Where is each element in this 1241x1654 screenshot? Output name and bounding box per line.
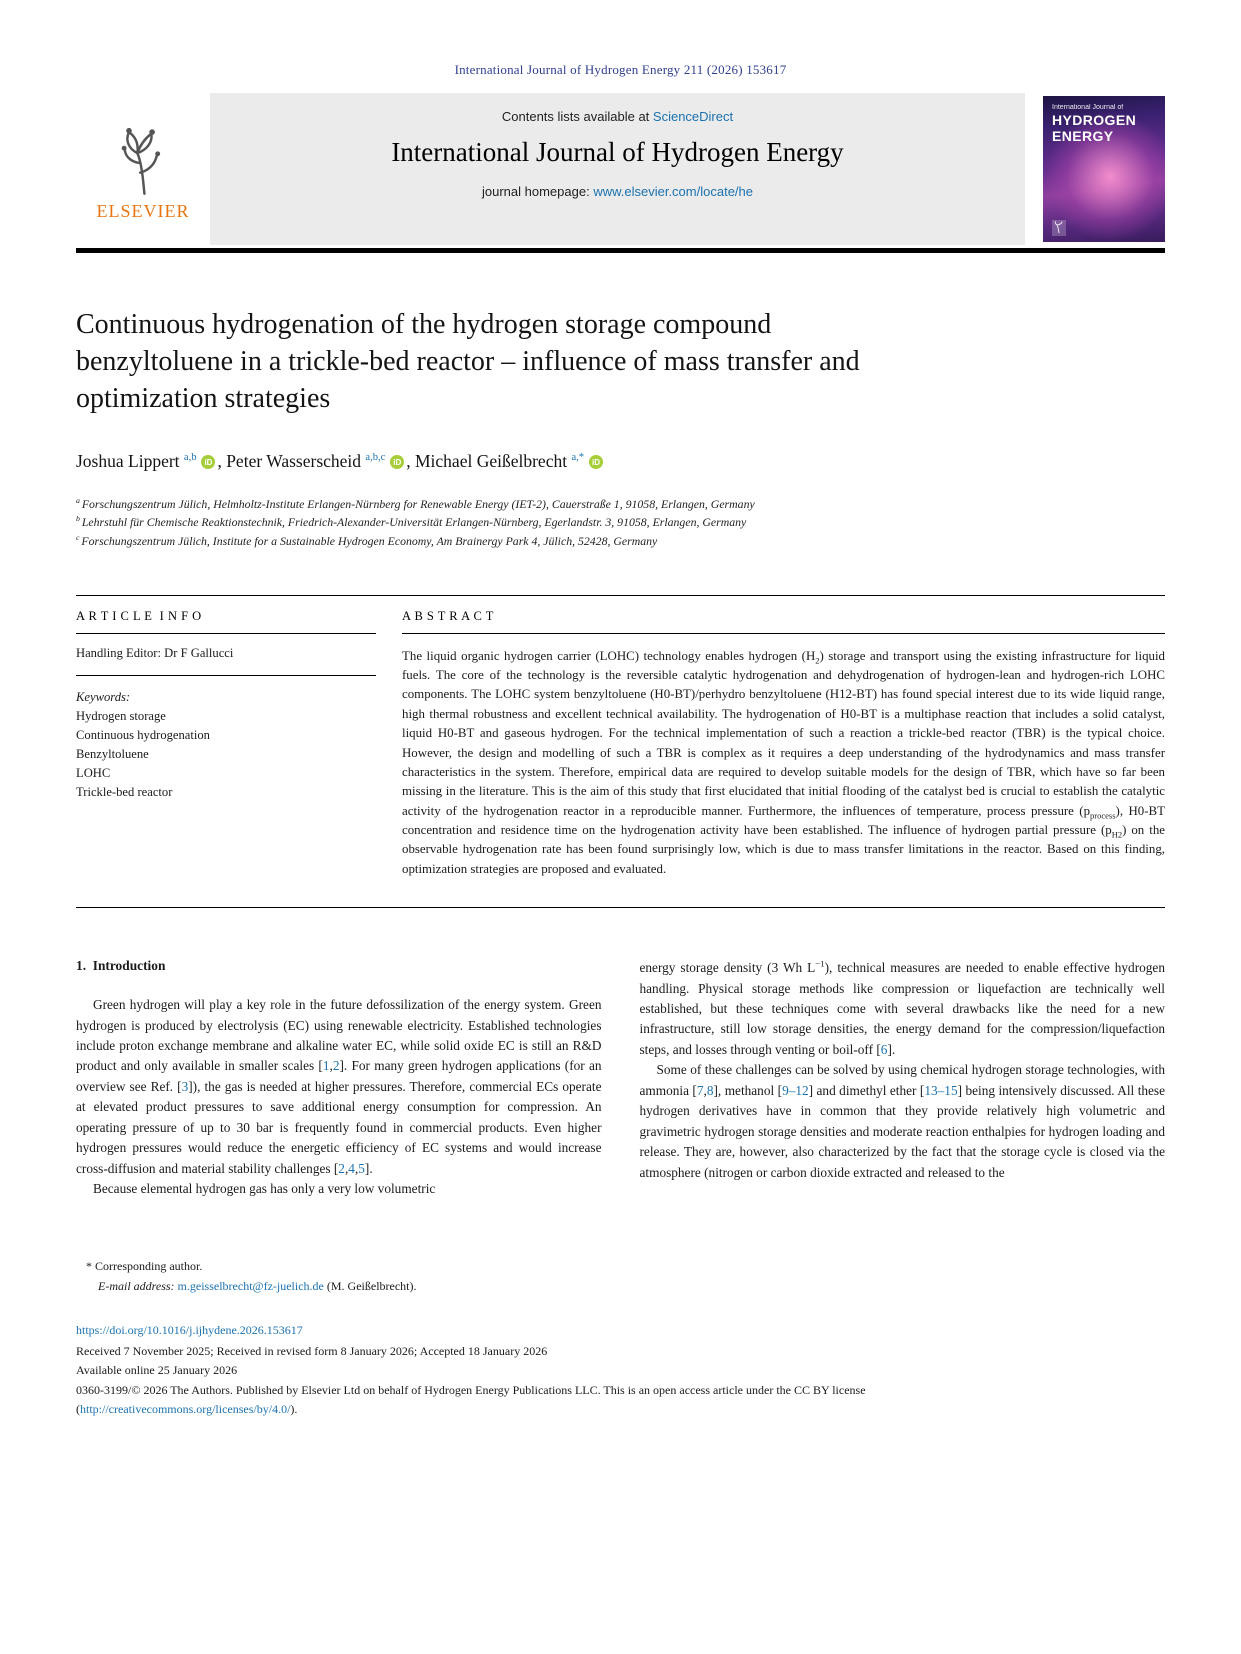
banner-center	[210, 93, 1025, 245]
intro-left-column	[76, 958, 602, 1200]
publication-info	[76, 1321, 1165, 1420]
affiliation: $^c$ Forschungszentrum Jülich, Institute for a Sustainable Hydrogen Economy, Am Brainergy Park 4, Jülich, 52428, Germany	[76, 533, 658, 549]
paragraph: Because elemental hydrogen gas has only a very low volumetric	[93, 1181, 436, 1197]
author-name: , Michael Geißelbrecht $^{a,*}$	[406, 450, 584, 471]
title-line: Continuous hydrogenation of the hydrogen storage compound	[76, 309, 772, 340]
inline-link[interactable]: a,b	[183, 452, 197, 464]
paragraph: Some of these challenges can be solved by using chemical hydrogen storage technologies, with ammonia [7,8], methanol [9–12] and dimethyl ether [13–15] being intensively discussed. All these hydrogen derivatives have in common that they provide relatively high volumetric and gravimetric hydrogen storage densities and moderate reaction enthalpies for hydrogen loading and release. They are, however, also characterized by the fact that the storage cycle is closed via the atmosphere (nitrogen or carbon dioxide extracted and released to the	[639, 1062, 1166, 1180]
journal-cover	[1043, 96, 1165, 242]
inline-link[interactable]: m.geisselbrecht@fz-juelich.de	[177, 1279, 324, 1294]
inline-link[interactable]: a,b,c	[365, 452, 386, 464]
abstract-text: The liquid organic hydrogen carrier (LOHC) technology enables hydrogen $(H_2)$ storage and transport using the existing infrastructure for liquid fuels. The core of the technology is the reversible catalytic hydrogenation and dehydrogenation of hydrogen-lean and hydrogen-rich LOHC components. The LOHC system benzyltoluene (H0-BT)/perhydro benzyltoluene (H12-BT) has found special interest due to its wide liquid range, high thermal robustness and excellent technical availability. The hydrogenation of H0-BT is a multiphase reaction that includes a solid catalyst, liquid H0-BT and gaseous hydrogen. For the technical implementation of such a reaction a trickle-bed reactor (TBR) is the typical choice. However, the design and modelling of such a TBR is complex as it requires a deep understanding of the hydrodynamics and mass transfer characteristics in the system. Therefore, empirical data are required to develop suitable models for the design of TBR, which have so far been missing in the literature. This is the aim of this study that first elucidated that initial flooding of the catalyst bed is crucial to establish the catalytic activity of the hydrogenation reactor in a reproducible manner. Furthermore, the influences of temperature, process pressure $(p_{process})$, H0-BT concentration and residence time on the hydrogenation activity have been established. The influence of hydrogen partial pressure $(p_{H2})$ on the observable hydrogenation rate has been found surprisingly low, which is due to mass transfer limitations in the reactor. Based on this finding, optimization strategies are proposed and evaluated.	[402, 648, 1165, 876]
journal-citation: International Journal of Hydrogen Energy 211 (2026) 153617	[454, 62, 787, 77]
elsevier-tree-icon	[108, 117, 178, 199]
inline-link[interactable]: ScienceDirect	[652, 109, 734, 124]
keyword: Continuous hydrogenation	[76, 728, 210, 743]
paragraph: Green hydrogen will play a key role in the future defossilization of the energy system. Green hydrogen is produced by electrolysis (EC) using renewable electricity. Established technologies include proton exchange membrane and alkaline water EC, while solid oxide EC is still an R&D product and only available in smaller scales [1,2]. For many green hydrogen applications (for an overview see Ref. [3]), the gas is needed at higher pressures. Therefore, commercial ECs operate at elevated product pressures to save additional energy consumption for compression. An operating pressure of up to 30 bar is frequently found in commercial products. Even higher hydrogen pressures would reduce the energetic efficiency of EC systems and would increase cross-diffusion and material stability challenges [2,4,5].	[76, 997, 602, 1176]
affiliation: $^a$ Forschungszentrum Jülich, Helmholtz-Institute Erlangen-Nürnberg for Renewable Energy (IET-2), Cauerstraße 1, 91058, Erlangen, Germany	[76, 495, 755, 511]
license-line: (http://creativecommons.org/licenses/by/4.0/).	[76, 1402, 298, 1417]
keyword: Benzyltoluene	[76, 747, 149, 762]
author-name: , Peter Wasserscheid $^{a,b,c}$	[217, 450, 386, 471]
journal-title: International Journal of Hydrogen Energy	[391, 137, 844, 167]
keywords-block	[76, 676, 376, 803]
corresponding-author-note: * Corresponding author.	[86, 1258, 203, 1273]
masthead	[76, 93, 1165, 245]
doi-link[interactable]: https://doi.org/10.1016/j.ijhydene.2026.153617	[76, 1322, 303, 1337]
email-line: E-mail address: m.geisselbrecht@fz-juelich.de (M. Geißelbrecht).	[98, 1279, 417, 1294]
keywords-label: Keywords:	[76, 689, 131, 704]
masthead-rule	[76, 248, 1165, 253]
inline-link[interactable]: a,*	[571, 452, 584, 464]
inline-link[interactable]: http://creativecommons.org/licenses/by/4.0/	[80, 1402, 291, 1417]
keyword: Hydrogen storage	[76, 708, 166, 723]
inline-link[interactable]: 13–15	[924, 1082, 958, 1098]
author-list	[76, 451, 1165, 472]
inline-link[interactable]: 2	[338, 1160, 345, 1176]
author-name: Joshua Lippert $^{a,b}$	[76, 450, 197, 471]
available-online: Available online 25 January 2026	[76, 1363, 238, 1378]
inline-link[interactable]: 1	[322, 1058, 330, 1074]
inline-link[interactable]: 2	[332, 1058, 340, 1074]
inline-link[interactable]: 8	[706, 1082, 714, 1098]
affiliation: $^b$ Lehrstuhl für Chemische Reaktionstechnik, Friedrich-Alexander-Universität Erlangen-Nürnberg, Egerlandstr. 3, 91058, Erlangen, Germany	[76, 514, 747, 530]
affiliations	[76, 495, 1165, 551]
elsevier-logo	[76, 93, 210, 245]
article-info-column	[76, 609, 376, 879]
inline-link[interactable]: 7	[696, 1082, 704, 1098]
article-info-abstract-section	[76, 595, 1165, 908]
homepage-line: journal homepage: www.elsevier.com/locate/he	[482, 184, 753, 199]
introduction-section	[76, 958, 1165, 1200]
paragraph: energy storage density (3 Wh $L^{-1}$), technical measures are needed to enable effective hydrogen handling. Physical storage methods like compression or liquefaction are technically well established, but these techniques come with several drawbacks like the need for a new infrastructure, still low storage densities, the energy demand for the compression/liquefaction steps, and losses through venting or boil-off [6].	[639, 958, 1165, 1057]
inline-link[interactable]: 6	[880, 1041, 888, 1057]
journal-banner	[76, 93, 1025, 245]
cover-kicker: International Journal of	[1052, 104, 1124, 111]
inline-link[interactable]: 3	[181, 1078, 189, 1094]
abstract-column	[402, 609, 1165, 879]
orcid-icon[interactable]: iD	[390, 455, 404, 469]
keyword: LOHC	[76, 766, 111, 781]
title-line: optimization strategies	[76, 382, 331, 414]
inline-link[interactable]: 9–12	[782, 1082, 809, 1098]
handling-editor: Handling Editor: Dr F Gallucci	[76, 634, 376, 676]
cover-title-line: HYDROGEN	[1052, 112, 1137, 128]
section-heading: 1. Introduction	[76, 958, 166, 974]
footnotes	[76, 1256, 1165, 1297]
elsevier-wordmark: ELSEVIER	[96, 200, 190, 221]
inline-link[interactable]: 5	[358, 1160, 365, 1176]
abstract-heading: A B S T R A C T	[402, 609, 1165, 634]
cover-title-line: ENERGY	[1052, 127, 1114, 144]
orcid-icon[interactable]: iD	[589, 455, 603, 469]
inline-link[interactable]: www.elsevier.com/locate/he	[593, 184, 753, 199]
article-info-heading: A R T I C L E I N F O	[76, 609, 376, 634]
title-line: benzyltoluene in a trickle-bed reactor – influence of mass transfer and	[76, 345, 860, 377]
orcid-icon[interactable]: iD	[201, 455, 215, 469]
copyright-line: 0360-3199/© 2026 The Authors. Published by Elsevier Ltd on behalf of Hydrogen Energy Publications LLC. This is an open access article under the CC BY license	[76, 1382, 866, 1397]
cover-title	[1052, 113, 1156, 144]
contents-line: Contents lists available at ScienceDirect	[501, 109, 734, 124]
cover-elsevier-mark-icon	[1052, 220, 1066, 236]
received-dates: Received 7 November 2025; Received in revised form 8 January 2026; Accepted 18 January 2026	[76, 1343, 548, 1358]
keyword: Trickle-bed reactor	[76, 785, 173, 800]
inline-link[interactable]: 4	[348, 1160, 355, 1176]
article-title	[76, 307, 1165, 418]
intro-right-column	[640, 958, 1166, 1200]
